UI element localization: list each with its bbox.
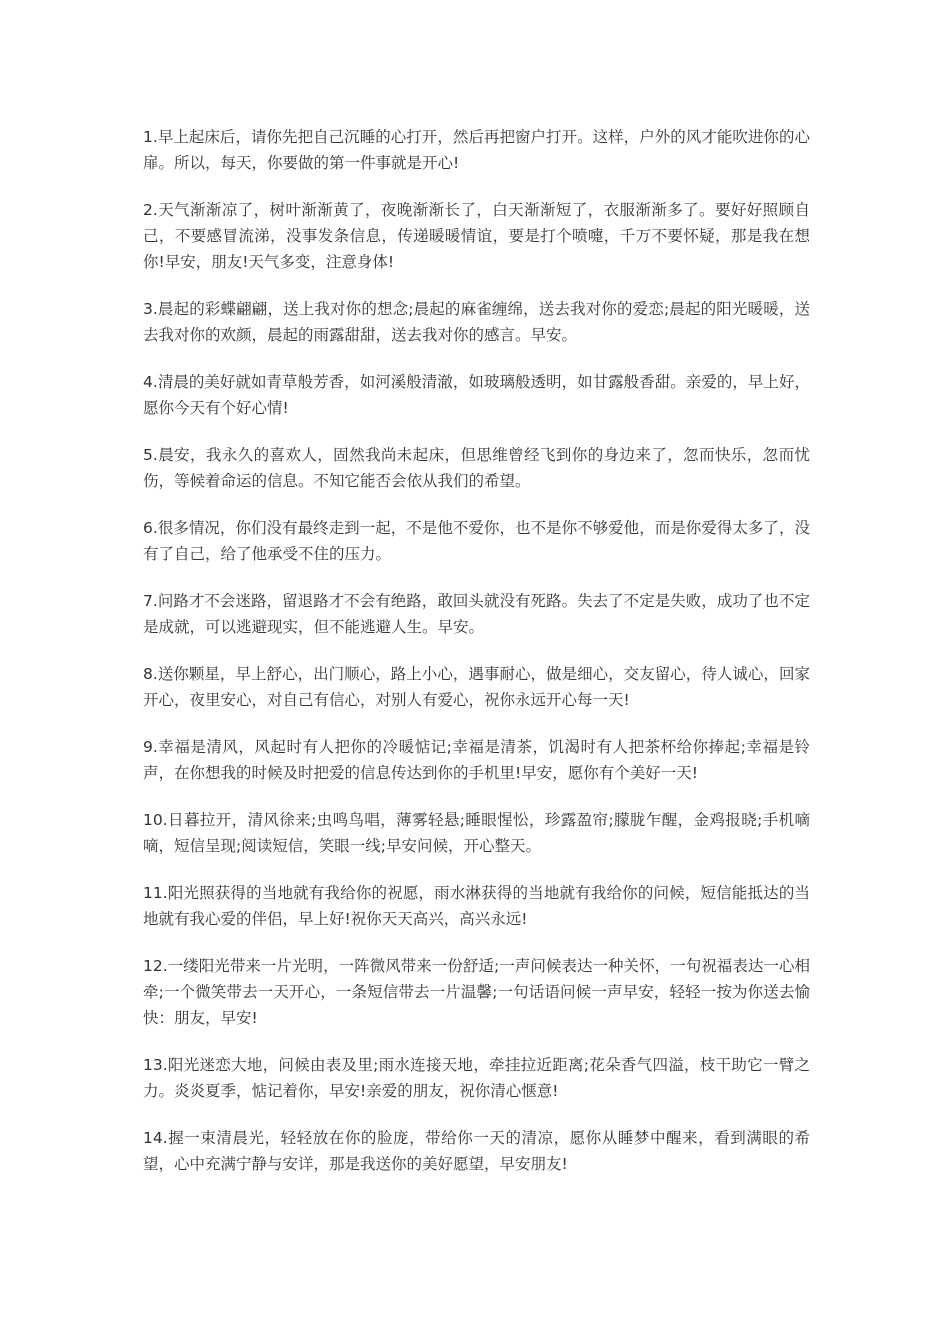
paragraph-14: 14.握一束清晨光，轻轻放在你的脸庞，带给你一天的清凉，愿你从睡梦中醒来，看到满眼的希望，心中充满宁静与安详，那是我送你的美好愿望，早安朋友!	[143, 1129, 810, 1173]
paragraph-7: 7.问路才不会迷路，留退路才不会有绝路，敢回头就没有死路。失去了不定是失败，成功了也不定是成就，可以逃避现实，但不能逃避人生。早安。	[143, 592, 810, 636]
paragraph-4: 4.清晨的美好就如青草般芳香，如河溪般清澈，如玻璃般透明，如甘露般香甜。亲爱的，早上好，愿你今天有个好心情!	[143, 373, 810, 417]
paragraph-8: 8.送你颗星，早上舒心，出门顺心，路上小心，遇事耐心，做是细心，交友留心，待人诚心，回家开心，夜里安心，对自己有信心，对别人有爱心，祝你永远开心每一天!	[143, 665, 810, 709]
paragraph-6: 6.很多情况，你们没有最终走到一起，不是他不爱你，也不是你不够爱他，而是你爱得太多了，没有了自己，给了他承受不住的压力。	[143, 519, 810, 563]
paragraph-5: 5.晨安，我永久的喜欢人，固然我尚未起床，但思维曾经飞到你的身边来了，忽而快乐，忽而忧伤，等候着命运的信息。不知它能否会依从我们的希望。	[143, 446, 810, 490]
paragraph-9: 9.幸福是清风，风起时有人把你的冷暖惦记;幸福是清茶，饥渴时有人把茶杯给你捧起;幸福是铃声，在你想我的时候及时把爱的信息传达到你的手机里!早安，愿你有个美好一天!	[143, 738, 810, 782]
paragraph-11: 11.阳光照获得的当地就有我给你的祝愿，雨水淋获得的当地就有我给你的问候，短信能抵达的当地就有我心爱的伴侣，早上好!祝你天天高兴，高兴永远!	[143, 884, 810, 928]
paragraph-3: 3.晨起的彩蝶翩翩，送上我对你的想念;晨起的麻雀缠绵，送去我对你的爱恋;晨起的阳光暖暖，送去我对你的欢颜，晨起的雨露甜甜，送去我对你的感言。早安。	[143, 300, 810, 344]
document-body	[143, 124, 810, 1198]
paragraph-12: 12.一缕阳光带来一片光明，一阵微风带来一份舒适;一声问候表达一种关怀，一句祝福表达一心相牵;一个微笑带去一天开心，一条短信带去一片温馨;一句话语问候一声早安，轻轻一按为你送去愉快：朋友，早安!	[143, 957, 810, 1027]
paragraph-1: 1.早上起床后，请你先把自己沉睡的心打开，然后再把窗户打开。这样，户外的风才能吹进你的心扉。所以，每天，你要做的第一件事就是开心!	[143, 128, 810, 172]
paragraph-13: 13.阳光迷恋大地，问候由表及里;雨水连接天地，牵挂拉近距离;花朵香气四溢，枝干助它一臂之力。炎炎夏季，惦记着你，早安!亲爱的朋友，祝你清心惬意!	[143, 1056, 810, 1100]
paragraph-2: 2.天气渐渐凉了，树叶渐渐黄了，夜晚渐渐长了，白天渐渐短了，衣服渐渐多了。要好好照顾自己，不要感冒流涕，没事发条信息，传递暖暖情谊，要是打个喷嚏，千万不要怀疑，那是我在想你!早安，朋友!天气多变，注意身体!	[143, 201, 810, 271]
paragraph-10: 10.日暮拉开，清风徐来;虫鸣鸟唱，薄雾轻悬;睡眼惺忪，珍露盈帘;朦胧乍醒，金鸡报晓;手机嘀嘀，短信呈现;阅读短信，笑眼一线;早安问候，开心整天。	[143, 811, 810, 855]
